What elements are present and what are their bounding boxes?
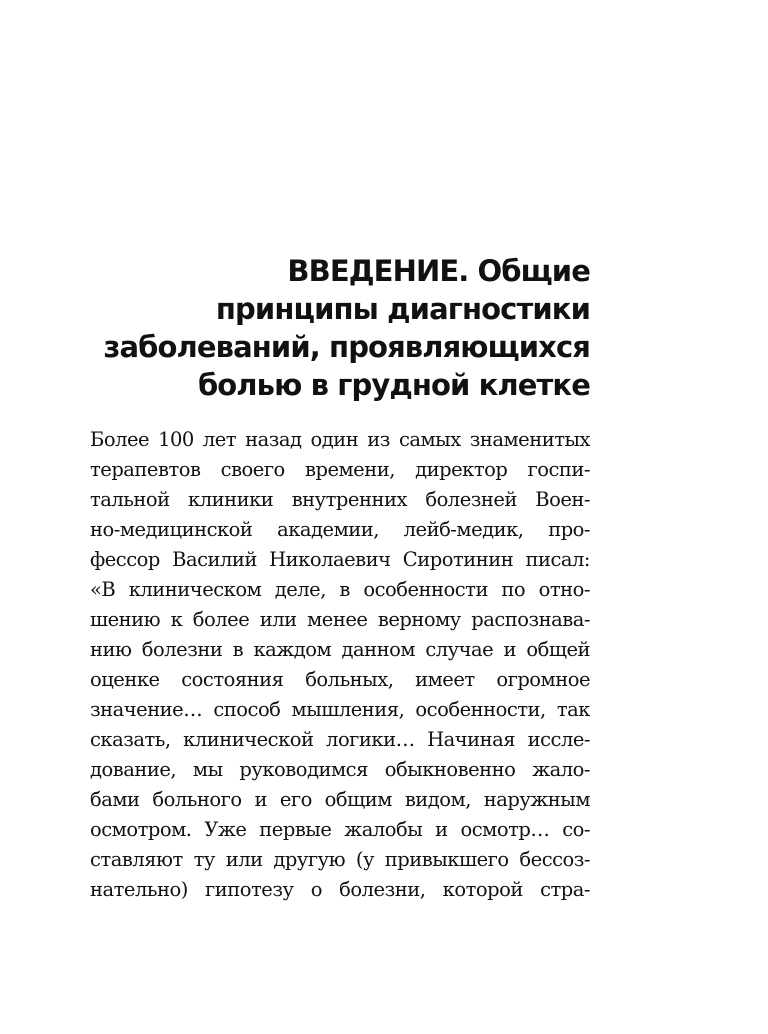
text-line: ставляют ту или другую (у привыкшего бессоз-	[90, 848, 590, 871]
text-line: Более 100 лет назад один из самых знаменитых	[90, 428, 590, 451]
text-line: «В клиническом деле, в особенности по отно-	[90, 578, 590, 601]
heading-line: болью в грудной клетке	[197, 368, 590, 402]
text-line: сказать, клинической логики… Начиная иссле-	[90, 728, 590, 751]
heading-line: заболеваний, проявляющихся	[103, 330, 590, 364]
text-line: терапевтов своего времени, директор госпи-	[90, 458, 590, 481]
text-line: нию болезни в каждом данном случае и общей	[90, 638, 590, 661]
heading-line: ВВЕДЕНИЕ. Общие	[287, 254, 590, 288]
heading-line: принципы диагностики	[215, 292, 590, 326]
chapter-heading	[80, 252, 590, 404]
text-line: тальной клиники внутренних болезней Воен-	[90, 488, 590, 511]
body-paragraph	[90, 425, 590, 905]
text-line: шению к более или менее верному распознава-	[90, 608, 590, 631]
text-line: значение… способ мышления, особенности, так	[90, 698, 590, 721]
text-line: бами больного и его общим видом, наружным	[90, 788, 590, 811]
text-line: но-медицинской академии, лейб-медик, про-	[90, 518, 590, 541]
text-line: фессор Василий Николаевич Сиротинин писал:	[90, 548, 590, 571]
text-line: дование, мы руководимся обыкновенно жало-	[90, 758, 590, 781]
text-line: нательно) гипотезу о болезни, которой стра-	[90, 878, 590, 901]
text-line: осмотром. Уже первые жалобы и осмотр… со-	[90, 818, 590, 841]
text-line: оценке состояния больных, имеет огромное	[90, 668, 590, 691]
